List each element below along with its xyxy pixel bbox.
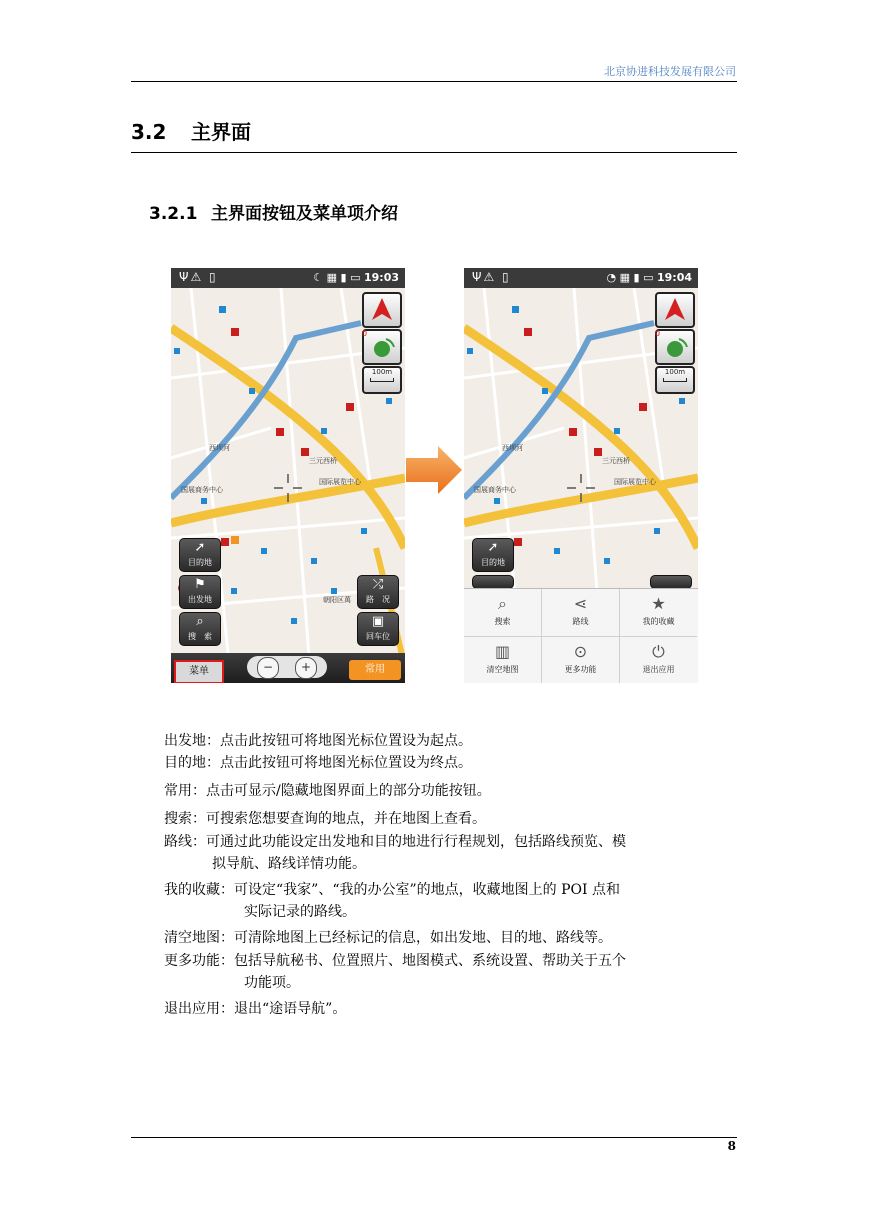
gps-button[interactable] xyxy=(362,329,402,365)
compass-button[interactable] xyxy=(655,292,695,328)
desc-more xyxy=(164,951,626,971)
desc-route xyxy=(164,832,626,852)
screenshot-menu-open xyxy=(464,268,698,683)
desc-text: 可通过此功能设定出发地和目的地进行行程规划，包括路线预览、模 xyxy=(206,834,626,850)
transition-arrow-icon xyxy=(406,446,462,494)
screenshot-main-interface xyxy=(171,268,405,683)
desc-term: 路线： xyxy=(164,834,206,850)
map-label-expo: 国际展览中心 xyxy=(319,478,361,486)
map-label-expo: 国际展览中心 xyxy=(614,478,656,486)
subsection-title: 主界面按钮及菜单项介绍 xyxy=(211,204,398,224)
scale-indicator: 100m xyxy=(362,366,402,394)
desc-text: 退出“途语导航”。 xyxy=(234,1001,347,1017)
header-rule xyxy=(131,81,737,82)
car-icon: ▣ xyxy=(371,614,385,629)
desc-text: 可清除地图上已经标记的信息，如出发地、目的地、路线等。 xyxy=(234,930,612,946)
more-icon: ⊙ xyxy=(573,642,588,661)
desc-term: 目的地： xyxy=(164,755,220,771)
satellite-icon xyxy=(364,331,400,363)
destination-button[interactable]: ➚ 目的地 xyxy=(472,538,514,572)
scale-indicator: 100m xyxy=(655,366,695,394)
arrow-up-right-icon: ➚ xyxy=(194,540,206,555)
power-icon: ⏻ xyxy=(652,642,665,661)
desc-common xyxy=(164,781,491,801)
route-icon: ⋖ xyxy=(573,594,588,613)
desc-term: 出发地： xyxy=(164,733,220,749)
status-time: ◔ ▦ ▮ ▭ 19:04 xyxy=(606,271,692,284)
status-time: ☾ ▦ ▮ ▭ 19:03 xyxy=(313,271,399,284)
map-label-xiba: 西坝河 xyxy=(209,444,230,452)
desc-term: 退出应用： xyxy=(164,1001,234,1017)
search-icon: ⌕ xyxy=(498,594,507,613)
menu-item-favorites[interactable]: ★ 我的收藏 xyxy=(620,589,697,637)
trash-icon: ▥ xyxy=(494,642,511,661)
zoom-out-icon[interactable]: − xyxy=(257,657,279,679)
desc-destination xyxy=(164,753,472,773)
traffic-button-partial[interactable] xyxy=(650,575,692,589)
desc-favorites-cont: 实际记录的路线。 xyxy=(244,904,356,920)
status-bar xyxy=(171,268,405,288)
flag-icon: ⚑ xyxy=(194,577,206,592)
map-label-guomao: 国展商务中心 xyxy=(474,486,516,494)
traffic-button[interactable]: ⤮ 路 况 xyxy=(357,575,399,609)
section-rule xyxy=(131,152,737,153)
subsection-heading xyxy=(149,199,398,224)
map-label-guomao: 国展商务中心 xyxy=(181,486,223,494)
desc-exit xyxy=(164,999,346,1019)
desc-term: 更多功能： xyxy=(164,953,234,969)
desc-origin xyxy=(164,731,472,751)
zoom-in-icon[interactable]: + xyxy=(295,657,317,679)
search-button[interactable]: ⌕ 搜 索 xyxy=(179,612,221,646)
compass-arrow-icon xyxy=(657,294,693,326)
map-label-xiba: 西坝河 xyxy=(502,444,523,452)
search-icon: ⌕ xyxy=(196,614,204,629)
arrow-up-right-icon: ➚ xyxy=(487,540,499,555)
section-number: 3.2 xyxy=(131,120,167,144)
map-label-chaoyang: 朝阳区萬 xyxy=(323,596,351,604)
footer-rule xyxy=(131,1137,737,1138)
desc-text: 可搜索您想要查询的地点，并在地图上查看。 xyxy=(206,811,486,827)
zoom-control xyxy=(247,656,327,678)
desc-clear-map xyxy=(164,928,612,948)
options-menu xyxy=(464,588,698,683)
menu-item-route[interactable]: ⋖ 路线 xyxy=(542,589,620,637)
return-car-button[interactable]: ▣ 回车位 xyxy=(357,612,399,646)
origin-button-partial[interactable] xyxy=(472,575,514,589)
page-number: 8 xyxy=(727,1139,736,1153)
desc-favorites xyxy=(164,880,620,900)
star-icon: ★ xyxy=(651,594,666,613)
subsection-number: 3.2.1 xyxy=(149,204,198,224)
desc-term: 我的收藏： xyxy=(164,882,234,898)
map-label-sanyuan: 三元西桥 xyxy=(309,457,337,465)
origin-button[interactable]: ⚑ 出发地 xyxy=(179,575,221,609)
section-heading xyxy=(131,116,251,145)
desc-text: 点击可显示/隐藏地图界面上的部分功能按钮。 xyxy=(206,783,491,799)
desc-route-cont: 拟导航、路线详情功能。 xyxy=(212,856,366,872)
north-count: 0 xyxy=(362,329,368,338)
desc-more-cont: 功能项。 xyxy=(244,975,300,991)
desc-term: 常用： xyxy=(164,783,206,799)
destination-button[interactable]: ➚ 目的地 xyxy=(179,538,221,572)
status-icons: Ψ⚠ ▯ xyxy=(179,270,218,284)
common-button[interactable]: 常用 xyxy=(349,660,401,680)
header-company-name: 北京协进科技发展有限公司 xyxy=(604,65,736,78)
desc-text: 包括导航秘书、位置照片、地图模式、系统设置、帮助关于五个 xyxy=(234,953,626,969)
section-title: 主界面 xyxy=(191,120,251,144)
map-label-sanyuan: 三元西桥 xyxy=(602,457,630,465)
menu-item-search[interactable]: ⌕ 搜索 xyxy=(464,589,542,637)
north-count: 0 xyxy=(655,329,661,338)
status-icons: Ψ⚠ ▯ xyxy=(472,270,511,284)
desc-term: 搜索： xyxy=(164,811,206,827)
menu-item-exit[interactable]: ⏻ 退出应用 xyxy=(620,637,697,683)
status-bar xyxy=(464,268,698,288)
desc-text: 点击此按钮可将地图光标位置设为终点。 xyxy=(220,755,472,771)
desc-term: 清空地图： xyxy=(164,930,234,946)
compass-arrow-icon xyxy=(364,294,400,326)
gps-button[interactable] xyxy=(655,329,695,365)
menu-item-clear-map[interactable]: ▥ 清空地图 xyxy=(464,637,542,683)
desc-text: 点击此按钮可将地图光标位置设为起点。 xyxy=(220,733,472,749)
desc-text: 可设定“我家”、“我的办公室”的地点，收藏地图上的 POI 点和 xyxy=(234,882,620,898)
shuffle-icon: ⤮ xyxy=(372,577,384,592)
satellite-icon xyxy=(657,331,693,363)
desc-search xyxy=(164,809,486,829)
menu-item-more[interactable]: ⊙ 更多功能 xyxy=(542,637,620,683)
menu-button[interactable]: 菜单 xyxy=(174,660,224,683)
compass-button[interactable] xyxy=(362,292,402,328)
